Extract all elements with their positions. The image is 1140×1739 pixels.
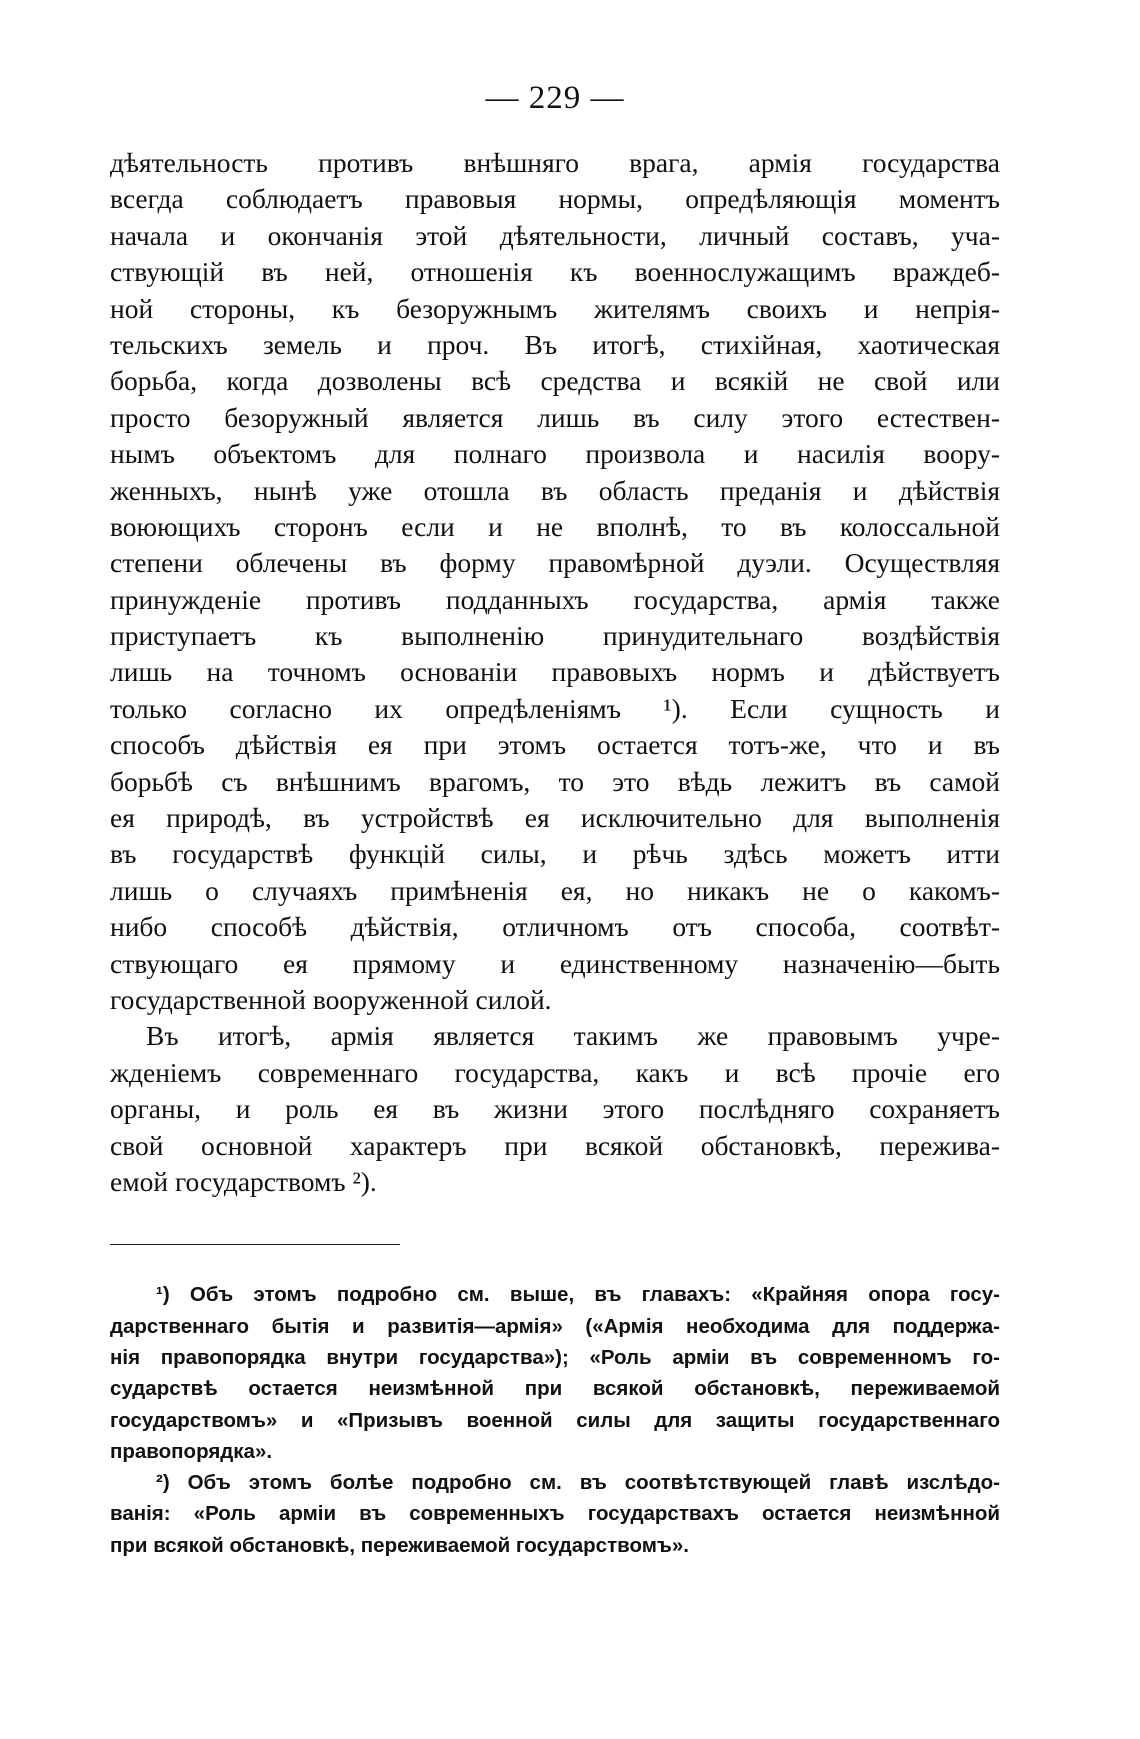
footnote-line: ¹) Объ этомъ подробно см. выше, въ главахъ: «Крайняя опора госу- — [156, 1283, 1000, 1307]
footnote-line: дарственнаго бытія и развитія—армія» («Армія необходима для поддержа- — [110, 1314, 1000, 1338]
footnote-divider — [110, 1244, 400, 1245]
text-line: нымъ объектомъ для полнаго произвола и насилія воору- — [110, 438, 1000, 470]
text-line: дѣятельность противъ внѣшняго врага, армія государства — [110, 147, 1000, 178]
text-line: принужденіе противъ подданныхъ государства, армія также — [110, 583, 1000, 615]
footnotes — [110, 1279, 1000, 1561]
footnote-line: государствомъ» и «Призывъ военной силы для защиты государственнаго — [110, 1408, 1000, 1432]
text-line: органы, и роль ея въ жизни этого послѣдняго сохраняетъ — [110, 1093, 1000, 1125]
text-line: ствующій въ ней, отношенія къ военнослужащимъ враждеб- — [110, 256, 1000, 288]
text-line: въ государствѣ функцій силы, и рѣчь здѣсь можетъ итти — [110, 838, 1000, 870]
text-line: емой государствомъ ²). — [110, 1165, 377, 1197]
text-line: жденіемъ современнаго государства, какъ и всѣ прочіе его — [110, 1056, 1000, 1088]
text-line: борьбѣ съ внѣшнимъ врагомъ, то это вѣдь лежитъ въ самой — [110, 765, 1000, 797]
text-line: свой основной характеръ при всякой обстановкѣ, пережива- — [110, 1129, 1000, 1161]
text-line: приступаетъ къ выполненію принудительнаго воздѣйствія — [110, 620, 1000, 652]
text-line: ной стороны, къ безоружнымъ жителямъ своихъ и непрія- — [110, 292, 1000, 324]
footnote-line: сударствѣ остается неизмѣнной при всякой обстановкѣ, переживаемой — [110, 1377, 1000, 1401]
text-line: лишь о случаяхъ примѣненія ея, но никакъ не о какомъ- — [110, 874, 1000, 906]
footnote-line: ванія: «Роль арміи въ современныхъ государствахъ остается неизмѣнной — [110, 1502, 1000, 1526]
text-line: ея природѣ, въ устройствѣ ея исключительно для выполненія — [110, 802, 1000, 834]
text-line: Въ итогѣ, армія является такимъ же правовымъ учре- — [146, 1020, 1000, 1052]
text-line: способъ дѣйствія ея при этомъ остается тотъ-же, что и въ — [110, 729, 1000, 761]
text-line: ствующаго ея прямому и единственному назначенію—быть — [110, 947, 1000, 979]
text-line: тельскихъ земель и проч. Въ итогѣ, стихійная, хаотическая — [110, 328, 1000, 360]
text-line: начала и окончанія этой дѣятельности, личный составъ, уча- — [110, 219, 1000, 251]
footnote-line: нія правопорядка внутри государства»); «Роль арміи въ современномъ го- — [110, 1345, 1000, 1369]
footnote-line: ²) Объ этомъ болѣе подробно см. въ соотвѣтствующей главѣ изслѣдо- — [156, 1471, 1000, 1495]
text-line: борьба, когда дозволены всѣ средства и всякій не свой или — [110, 365, 1000, 397]
paragraph-2 — [110, 1018, 1000, 1200]
footnote-2 — [110, 1467, 1000, 1561]
book-page — [110, 70, 1000, 1561]
text-line: только согласно их опредѣленіямъ ¹). Если сущность и — [110, 692, 1000, 724]
footnote-1 — [110, 1279, 1000, 1467]
paragraph-1 — [110, 145, 1000, 1018]
text-line: всегда соблюдаетъ правовыя нормы, опредѣляющія моментъ — [110, 183, 1000, 215]
text-line: воюющихъ сторонъ если и не вполнѣ, то въ колоссальной — [110, 510, 1000, 542]
text-line: государственной вооруженной силой. — [110, 983, 552, 1015]
footnote-line: при всякой обстановкѣ, переживаемой государствомъ». — [110, 1533, 689, 1557]
text-line: нибо способѣ дѣйствія, отличномъ отъ способа, соотвѣт- — [110, 911, 1000, 943]
text-line: просто безоружный является лишь въ силу этого естествен- — [110, 401, 1000, 433]
footnote-line: правопорядка». — [110, 1439, 273, 1463]
page-number: — 229 — — [485, 80, 625, 116]
text-line: степени облечены въ форму правомѣрной дуэли. Осуществляя — [110, 547, 1000, 579]
text-line: женныхъ, нынѣ уже отошла въ область преданія и дѣйствія — [110, 474, 1000, 506]
text-line: лишь на точномъ основаніи правовыхъ нормъ и дѣйствуетъ — [110, 656, 1000, 688]
